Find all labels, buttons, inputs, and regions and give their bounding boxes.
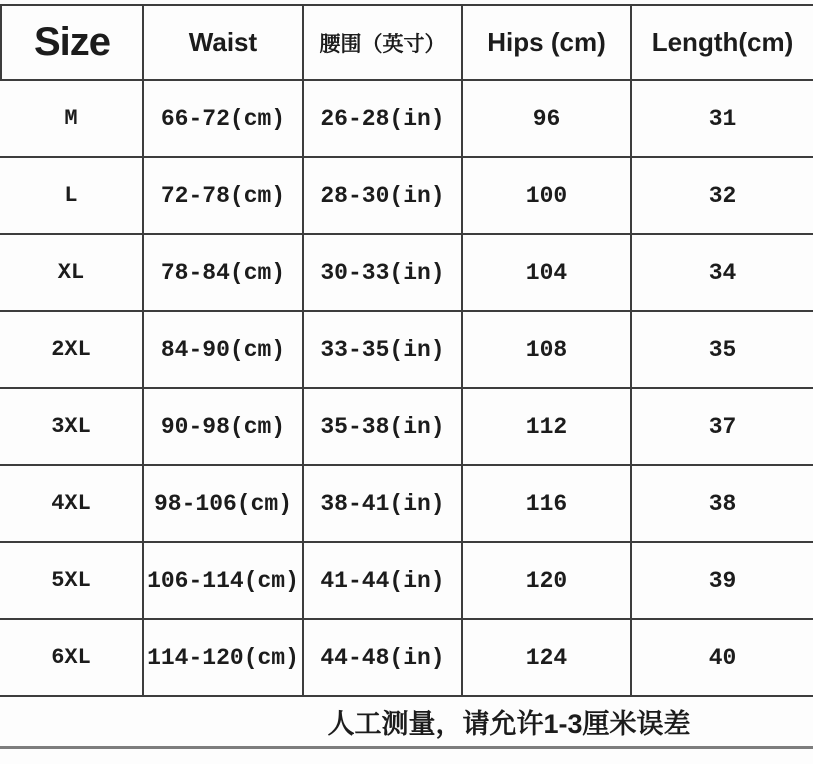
cell-waist-cm: 106-114(cm) <box>144 543 304 618</box>
cell-length: 32 <box>708 182 737 209</box>
cell-waist-in: 30-33(in) <box>304 235 463 310</box>
cell-waist-cm: 72-78(cm) <box>144 158 304 233</box>
cell-waist-in: 44-48(in) <box>304 620 463 695</box>
header-waist-inches-cn: 腰围（英寸） <box>304 6 463 79</box>
table-row-4xl <box>0 466 813 543</box>
header-size: Size <box>0 6 144 79</box>
table-row-6xl <box>0 620 813 697</box>
cell-length: 39 <box>708 567 737 594</box>
measurement-tolerance-note: 人工测量，请允许1-3厘米误差 <box>0 697 813 749</box>
cell-size: 5XL <box>0 543 144 618</box>
header-hips: Hips (cm) <box>463 6 632 79</box>
cell-size: XL <box>0 235 144 310</box>
table-row-2xl <box>0 312 813 389</box>
cell-hips: 96 <box>463 81 632 156</box>
cell-hips: 108 <box>463 312 632 387</box>
cell-size: L <box>0 158 144 233</box>
cell-size: 4XL <box>0 466 144 541</box>
cell-size: 6XL <box>0 620 144 695</box>
table-row-m <box>0 81 813 158</box>
cell-waist-cm: 114-120(cm) <box>144 620 304 695</box>
cell-hips: 120 <box>463 543 632 618</box>
header-length: Length(cm) <box>651 27 794 57</box>
cell-length: 37 <box>708 413 737 440</box>
cell-waist-cm: 78-84(cm) <box>144 235 304 310</box>
cell-length: 35 <box>708 336 737 363</box>
cell-waist-cm: 90-98(cm) <box>144 389 304 464</box>
cell-length: 40 <box>708 644 737 671</box>
cell-waist-in: 38-41(in) <box>304 466 463 541</box>
header-row <box>0 6 813 81</box>
cell-hips: 124 <box>463 620 632 695</box>
table-row-xl <box>0 235 813 312</box>
cell-size: 3XL <box>0 389 144 464</box>
cell-size: M <box>0 81 144 156</box>
cell-waist-in: 28-30(in) <box>304 158 463 233</box>
cell-hips: 112 <box>463 389 632 464</box>
cell-waist-in: 33-35(in) <box>304 312 463 387</box>
cell-size: 2XL <box>0 312 144 387</box>
table-row-5xl <box>0 543 813 620</box>
header-waist: Waist <box>144 6 304 79</box>
cell-hips: 116 <box>463 466 632 541</box>
cell-waist-cm: 98-106(cm) <box>144 466 304 541</box>
cell-hips: 100 <box>463 158 632 233</box>
size-chart-table <box>0 4 813 749</box>
cell-length: 31 <box>708 105 737 132</box>
table-row-3xl <box>0 389 813 466</box>
cell-length: 34 <box>708 259 737 286</box>
cell-hips: 104 <box>463 235 632 310</box>
cell-waist-cm: 84-90(cm) <box>144 312 304 387</box>
table-row-l <box>0 158 813 235</box>
cell-waist-in: 35-38(in) <box>304 389 463 464</box>
cell-length: 38 <box>708 490 737 517</box>
cell-waist-cm: 66-72(cm) <box>144 81 304 156</box>
cell-waist-in: 41-44(in) <box>304 543 463 618</box>
cell-waist-in: 26-28(in) <box>304 81 463 156</box>
